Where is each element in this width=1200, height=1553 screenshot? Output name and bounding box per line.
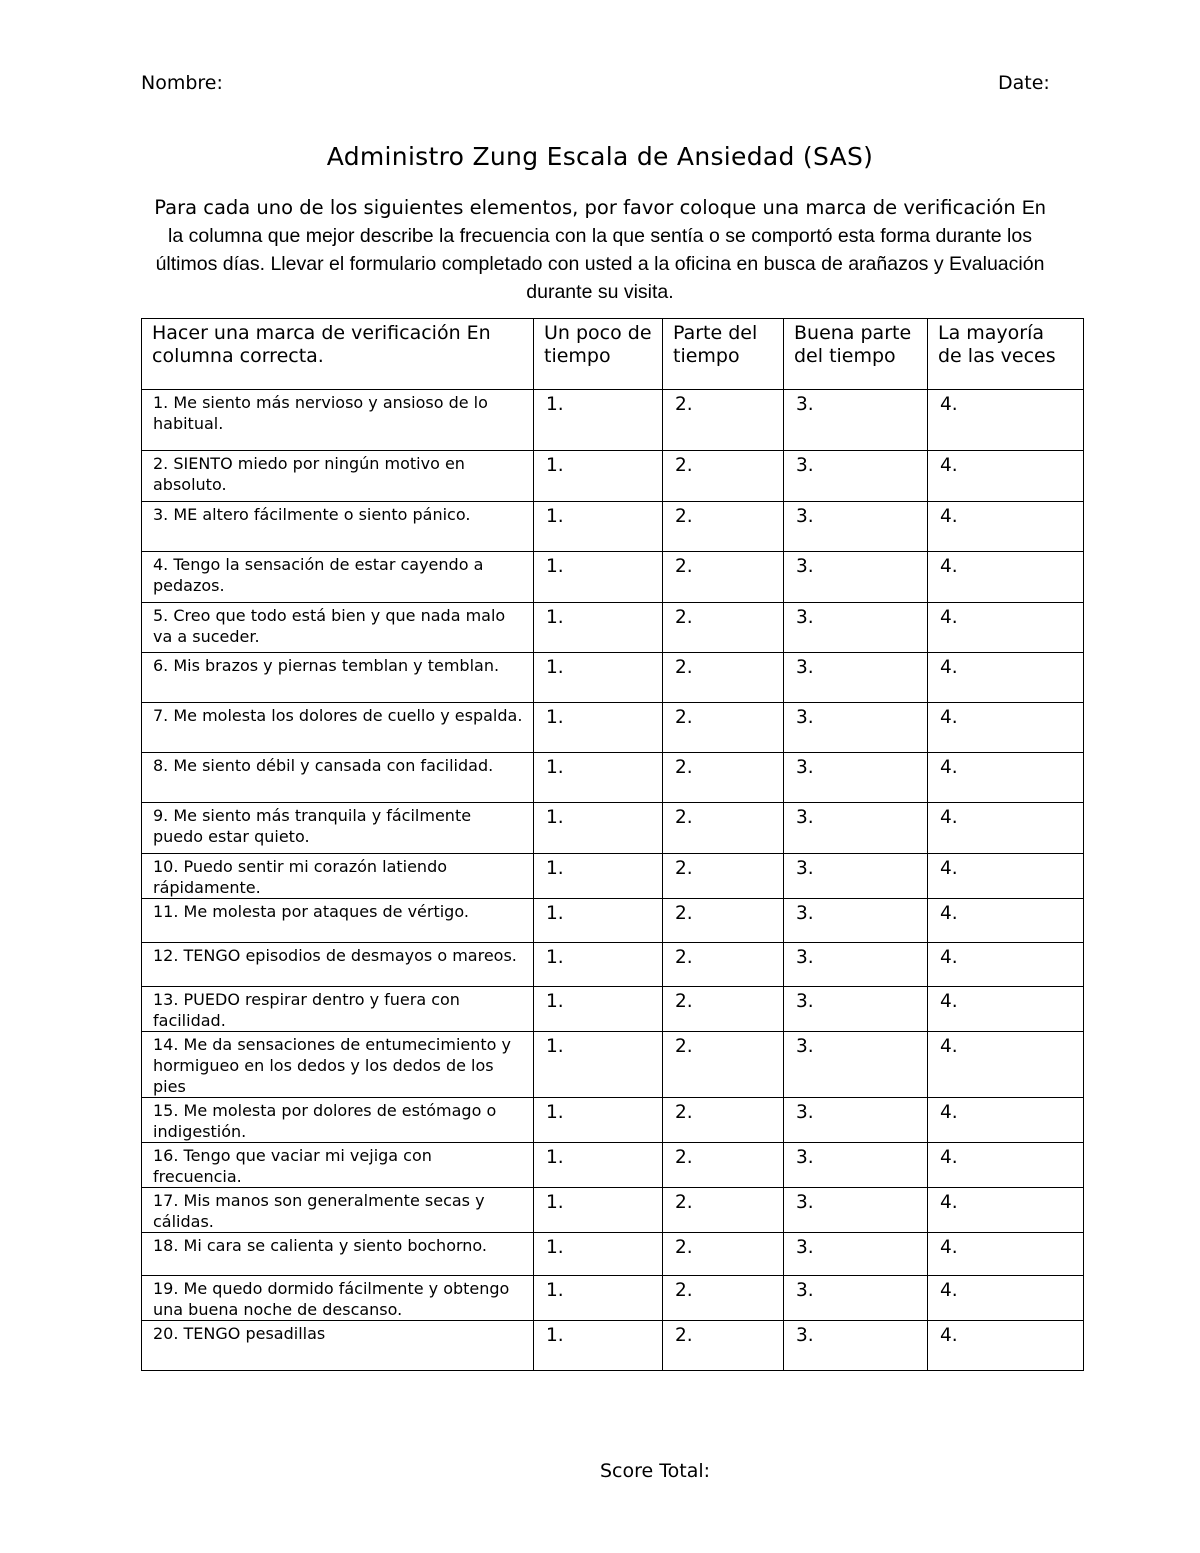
page-title: Administro Zung Escala de Ansiedad (SAS) [326, 142, 874, 171]
option-cell-1[interactable]: 1. [534, 603, 663, 653]
option-cell-4[interactable]: 4. [928, 943, 1084, 987]
option-cell-3[interactable]: 3. [784, 502, 928, 552]
question-text: 14. Me da sensaciones de entumecimiento y hormigueo en los dedos y los dedos de los pies [142, 1032, 534, 1098]
instructions-part1: Para cada uno de los siguientes elementos, por favor coloque una marca de verificación [154, 196, 1022, 219]
question-text: 9. Me siento más tranquila y fácilmente puedo estar quieto. [142, 803, 534, 854]
option-cell-1[interactable]: 1. [534, 552, 663, 603]
option-cell-2[interactable]: 2. [663, 1233, 784, 1276]
option-cell-4[interactable]: 4. [928, 1188, 1084, 1233]
option-cell-4[interactable]: 4. [928, 1321, 1084, 1371]
question-text: 15. Me molesta por dolores de estómago o indigestión. [142, 1098, 534, 1143]
option-cell-3[interactable]: 3. [784, 653, 928, 703]
anxiety-scale-table [141, 318, 1084, 1371]
option-cell-1[interactable]: 1. [534, 703, 663, 753]
table-row [142, 653, 1084, 703]
option-cell-3[interactable]: 3. [784, 1233, 928, 1276]
option-cell-1[interactable]: 1. [534, 1321, 663, 1371]
option-cell-3[interactable]: 3. [784, 854, 928, 899]
table-row [142, 803, 1084, 854]
option-cell-2[interactable]: 2. [663, 753, 784, 803]
option-cell-4[interactable]: 4. [928, 899, 1084, 943]
option-cell-1[interactable]: 1. [534, 987, 663, 1032]
option-cell-2[interactable]: 2. [663, 803, 784, 854]
option-cell-1[interactable]: 1. [534, 803, 663, 854]
option-cell-3[interactable]: 3. [784, 1321, 928, 1371]
option-cell-2[interactable]: 2. [663, 1098, 784, 1143]
option-cell-1[interactable]: 1. [534, 943, 663, 987]
table-row [142, 703, 1084, 753]
question-text: 3. ME altero fácilmente o siento pánico. [142, 502, 534, 552]
option-cell-3[interactable]: 3. [784, 899, 928, 943]
question-text: 2. SIENTO miedo por ningún motivo en absoluto. [142, 451, 534, 502]
instructions [150, 194, 1050, 306]
option-cell-4[interactable]: 4. [928, 1233, 1084, 1276]
option-cell-2[interactable]: 2. [663, 899, 784, 943]
header-option-4: La mayoría de las veces [928, 319, 1084, 390]
date-label: Date: [998, 72, 1050, 94]
table-row [142, 390, 1084, 451]
option-cell-2[interactable]: 2. [663, 552, 784, 603]
option-cell-3[interactable]: 3. [784, 703, 928, 753]
score-total-label: Score Total: [600, 1460, 711, 1482]
option-cell-1[interactable]: 1. [534, 1143, 663, 1188]
question-text: 10. Puedo sentir mi corazón latiendo rápidamente. [142, 854, 534, 899]
option-cell-2[interactable]: 2. [663, 603, 784, 653]
option-cell-1[interactable]: 1. [534, 753, 663, 803]
question-text: 17. Mis manos son generalmente secas y cálidas. [142, 1188, 534, 1233]
option-cell-2[interactable]: 2. [663, 1188, 784, 1233]
option-cell-4[interactable]: 4. [928, 1032, 1084, 1098]
question-text: 19. Me quedo dormido fácilmente y obtengo una buena noche de descanso. [142, 1276, 534, 1321]
option-cell-4[interactable]: 4. [928, 987, 1084, 1032]
question-text: 16. Tengo que vaciar mi vejiga con frecuencia. [142, 1143, 534, 1188]
option-cell-4[interactable]: 4. [928, 753, 1084, 803]
option-cell-4[interactable]: 4. [928, 854, 1084, 899]
table-row [142, 943, 1084, 987]
question-text: 13. PUEDO respirar dentro y fuera con facilidad. [142, 987, 534, 1032]
table-row [142, 1032, 1084, 1098]
table-row [142, 987, 1084, 1032]
option-cell-1[interactable]: 1. [534, 1188, 663, 1233]
option-cell-3[interactable]: 3. [784, 390, 928, 451]
option-cell-4[interactable]: 4. [928, 653, 1084, 703]
table-header-row [142, 319, 1084, 390]
table-row [142, 854, 1084, 899]
table-row [142, 899, 1084, 943]
question-text: 1. Me siento más nervioso y ansioso de lo habitual. [142, 390, 534, 451]
table-row [142, 603, 1084, 653]
question-text: 5. Creo que todo está bien y que nada malo va a suceder. [142, 603, 534, 653]
table-row [142, 502, 1084, 552]
option-cell-2[interactable]: 2. [663, 943, 784, 987]
header-option-1: Un poco de tiempo [534, 319, 663, 390]
option-cell-4[interactable]: 4. [928, 451, 1084, 502]
table-row [142, 1321, 1084, 1371]
option-cell-3[interactable]: 3. [784, 1276, 928, 1321]
option-cell-1[interactable]: 1. [534, 1276, 663, 1321]
option-cell-3[interactable]: 3. [784, 1032, 928, 1098]
option-cell-2[interactable]: 2. [663, 1143, 784, 1188]
option-cell-2[interactable]: 2. [663, 390, 784, 451]
option-cell-3[interactable]: 3. [784, 803, 928, 854]
table-row [142, 753, 1084, 803]
option-cell-3[interactable]: 3. [784, 552, 928, 603]
option-cell-4[interactable]: 4. [928, 502, 1084, 552]
option-cell-2[interactable]: 2. [663, 987, 784, 1032]
option-cell-3[interactable]: 3. [784, 1098, 928, 1143]
option-cell-4[interactable]: 4. [928, 390, 1084, 451]
question-text: 11. Me molesta por ataques de vértigo. [142, 899, 534, 943]
option-cell-4[interactable]: 4. [928, 552, 1084, 603]
option-cell-4[interactable]: 4. [928, 603, 1084, 653]
question-text: 7. Me molesta los dolores de cuello y espalda. [142, 703, 534, 753]
option-cell-3[interactable]: 3. [784, 943, 928, 987]
option-cell-1[interactable]: 1. [534, 502, 663, 552]
header-item-instruction: Hacer una marca de verificación En columna correcta. [142, 319, 534, 390]
option-cell-4[interactable]: 4. [928, 1143, 1084, 1188]
option-cell-4[interactable]: 4. [928, 1276, 1084, 1321]
table-row [142, 552, 1084, 603]
option-cell-4[interactable]: 4. [928, 803, 1084, 854]
option-cell-2[interactable]: 2. [663, 653, 784, 703]
option-cell-3[interactable]: 3. [784, 603, 928, 653]
option-cell-3[interactable]: 3. [784, 753, 928, 803]
table-row [142, 1143, 1084, 1188]
option-cell-1[interactable]: 1. [534, 1098, 663, 1143]
option-cell-3[interactable]: 3. [784, 1143, 928, 1188]
option-cell-2[interactable]: 2. [663, 451, 784, 502]
header-option-2: Parte del tiempo [663, 319, 784, 390]
name-label: Nombre: [141, 72, 223, 94]
option-cell-2[interactable]: 2. [663, 1276, 784, 1321]
header-option-3: Buena parte del tiempo [784, 319, 928, 390]
question-text: 6. Mis brazos y piernas temblan y temblan. [142, 653, 534, 703]
option-cell-1[interactable]: 1. [534, 390, 663, 451]
option-cell-4[interactable]: 4. [928, 1098, 1084, 1143]
option-cell-2[interactable]: 2. [663, 1032, 784, 1098]
option-cell-2[interactable]: 2. [663, 502, 784, 552]
option-cell-1[interactable]: 1. [534, 854, 663, 899]
table-row [142, 1098, 1084, 1143]
question-text: 18. Mi cara se calienta y siento bochorno. [142, 1233, 534, 1276]
option-cell-1[interactable]: 1. [534, 1032, 663, 1098]
table-row [142, 1188, 1084, 1233]
question-text: 20. TENGO pesadillas [142, 1321, 534, 1371]
option-cell-1[interactable]: 1. [534, 899, 663, 943]
option-cell-2[interactable]: 2. [663, 854, 784, 899]
option-cell-4[interactable]: 4. [928, 703, 1084, 753]
table-row [142, 1233, 1084, 1276]
option-cell-2[interactable]: 2. [663, 1321, 784, 1371]
option-cell-1[interactable]: 1. [534, 451, 663, 502]
option-cell-3[interactable]: 3. [784, 987, 928, 1032]
option-cell-3[interactable]: 3. [784, 451, 928, 502]
table-row [142, 1276, 1084, 1321]
option-cell-2[interactable]: 2. [663, 703, 784, 753]
question-text: 12. TENGO episodios de desmayos o mareos. [142, 943, 534, 987]
table-row [142, 451, 1084, 502]
question-text: 4. Tengo la sensación de estar cayendo a pedazos. [142, 552, 534, 603]
option-cell-1[interactable]: 1. [534, 1233, 663, 1276]
instructions-part2: En la columna que mejor describe la frecuencia con la que sentía o se comportó esta forma durante los últimos días. Llevar el formulario completado con usted a la oficina en busca de arañazos y Evaluación durante su visita. [155, 197, 1046, 303]
option-cell-1[interactable]: 1. [534, 653, 663, 703]
question-text: 8. Me siento débil y cansada con facilidad. [142, 753, 534, 803]
option-cell-3[interactable]: 3. [784, 1188, 928, 1233]
